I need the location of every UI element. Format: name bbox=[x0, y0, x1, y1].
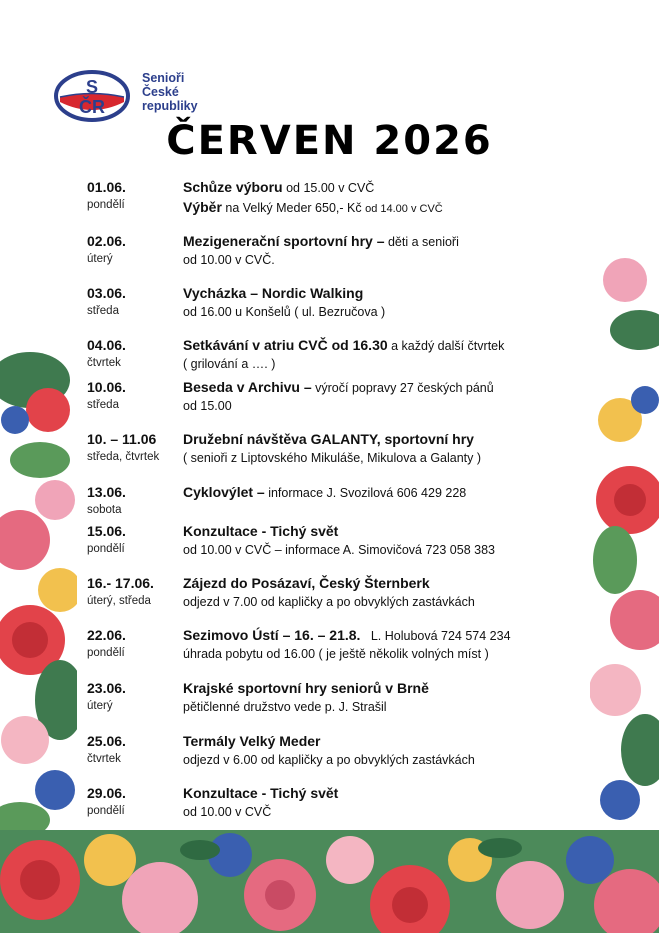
event-title: Družební návštěva GALANTY, sportovní hry bbox=[183, 431, 474, 447]
event-detail: a každý další čtvrtek bbox=[391, 339, 505, 353]
floral-right-border bbox=[589, 258, 659, 820]
event-line-1 bbox=[183, 233, 459, 249]
event-title: Krajské sportovní hry seniorů v Brně bbox=[183, 680, 429, 696]
event-title: Termály Velký Meder bbox=[183, 733, 321, 749]
event-day: pondělí bbox=[87, 647, 125, 659]
event-date: 10. – 11.06 bbox=[87, 431, 157, 447]
event-date: 16.- 17.06. bbox=[87, 575, 154, 591]
event-detail: děti a senioři bbox=[387, 235, 459, 249]
event-date: 23.06. bbox=[87, 680, 126, 696]
event-detail: od 15.00 v CVČ bbox=[286, 181, 375, 195]
schedule-panel bbox=[77, 175, 590, 830]
event-day: pondělí bbox=[87, 199, 125, 211]
event-date: 29.06. bbox=[87, 785, 126, 801]
event-line-2: od 10.00 v CVČ – informace A. Simovičová 723 058 383 bbox=[183, 543, 495, 557]
event-day: pondělí bbox=[87, 543, 125, 555]
event-date: 13.06. bbox=[87, 484, 126, 500]
page-title: ČERVEN 2026 bbox=[166, 118, 493, 164]
event-day: středa bbox=[87, 305, 119, 317]
event-line-1 bbox=[183, 785, 338, 801]
event-title: Sezimovo Ústí – 16. – 21.8. bbox=[183, 627, 361, 643]
event-date: 04.06. bbox=[87, 337, 126, 353]
event-line-1 bbox=[183, 627, 511, 643]
event-line-1 bbox=[183, 179, 374, 195]
event-day: úterý bbox=[87, 700, 113, 712]
event-line-2: úhrada pobytu od 16.00 ( je ještě několik volných míst ) bbox=[183, 647, 489, 661]
event-title: Zájezd do Posázaví, Český Šternberk bbox=[183, 575, 430, 591]
event-title: Schůze výboru bbox=[183, 179, 283, 195]
event-detail: na Velký Meder 650,- Kč bbox=[225, 201, 362, 215]
event-line-2: od 15.00 bbox=[183, 399, 232, 413]
event-line-1 bbox=[183, 484, 466, 500]
event-detail-small: od 14.00 v CVČ bbox=[365, 203, 443, 215]
event-detail: výročí popravy 27 českých pánů bbox=[315, 381, 494, 395]
event-line-2: od 16.00 u Konšelů ( ul. Bezručova ) bbox=[183, 305, 386, 319]
event-title: Cyklovýlet – bbox=[183, 484, 265, 500]
event-line-1 bbox=[183, 431, 474, 447]
event-title: Konzultace - Tichý svět bbox=[183, 785, 339, 801]
event-title: Výběr bbox=[183, 199, 222, 215]
event-day: úterý, středa bbox=[87, 595, 151, 607]
event-date: 25.06. bbox=[87, 733, 126, 749]
event-day: sobota bbox=[87, 504, 122, 516]
event-line-2: pětičlenné družstvo vede p. J. Strašil bbox=[183, 700, 387, 714]
event-line-2: od 10.00 v CVČ bbox=[183, 805, 272, 819]
logo-line: České bbox=[142, 85, 179, 99]
event-line-2 bbox=[183, 199, 443, 215]
event-detail: informace J. Svozilová 606 429 228 bbox=[268, 486, 467, 500]
logo-line: republiky bbox=[142, 99, 198, 113]
event-title: Konzultace - Tichý svět bbox=[183, 523, 339, 539]
event-line-1 bbox=[183, 337, 504, 353]
event-date: 03.06. bbox=[87, 285, 126, 301]
floral-bottom-border bbox=[0, 830, 659, 933]
event-day: úterý bbox=[87, 253, 113, 265]
event-date: 02.06. bbox=[87, 233, 126, 249]
event-line-2: odjezd v 6.00 od kapličky a po obvyklých zastávkách bbox=[183, 753, 475, 767]
event-line-1 bbox=[183, 285, 363, 301]
event-title: Vycházka – Nordic Walking bbox=[183, 285, 364, 301]
event-line-2: odjezd v 7.00 od kapličky a po obvyklých zastávkách bbox=[183, 595, 475, 609]
event-title: Mezigenerační sportovní hry – bbox=[183, 233, 385, 249]
event-line-1 bbox=[183, 575, 430, 591]
event-line-1 bbox=[183, 523, 338, 539]
logo-line: Senioři bbox=[142, 71, 185, 85]
floral-left-border bbox=[0, 352, 85, 838]
event-line-2: ( senioři z Liptovského Mikuláše, Mikulova a Galanty ) bbox=[183, 451, 482, 465]
event-line-2: od 10.00 v CVČ. bbox=[183, 253, 275, 267]
logo bbox=[54, 68, 224, 124]
event-line-2: ( grilování a …. ) bbox=[183, 357, 276, 371]
event-date: 22.06. bbox=[87, 627, 126, 643]
event-line-1 bbox=[183, 379, 494, 395]
event-date: 10.06. bbox=[87, 379, 126, 395]
svg-text:S: S bbox=[85, 77, 99, 97]
event-line-1 bbox=[183, 733, 320, 749]
event-title: Beseda v Archivu – bbox=[183, 379, 312, 395]
event-line-1 bbox=[183, 680, 429, 696]
logo-text bbox=[142, 71, 198, 113]
event-date: 01.06. bbox=[87, 179, 126, 195]
event-title: Setkávání v atriu CVČ od 16.30 bbox=[183, 337, 388, 353]
svg-text:ČR: ČR bbox=[79, 97, 105, 117]
event-date: 15.06. bbox=[87, 523, 126, 539]
event-detail: L. Holubová 724 574 234 bbox=[370, 629, 511, 643]
scr-emblem-icon bbox=[54, 68, 138, 124]
event-day: čtvrtek bbox=[87, 753, 121, 765]
event-day: pondělí bbox=[87, 805, 125, 817]
event-day: středa bbox=[87, 399, 119, 411]
event-day: čtvrtek bbox=[87, 357, 121, 369]
event-day: středa, čtvrtek bbox=[87, 451, 160, 463]
